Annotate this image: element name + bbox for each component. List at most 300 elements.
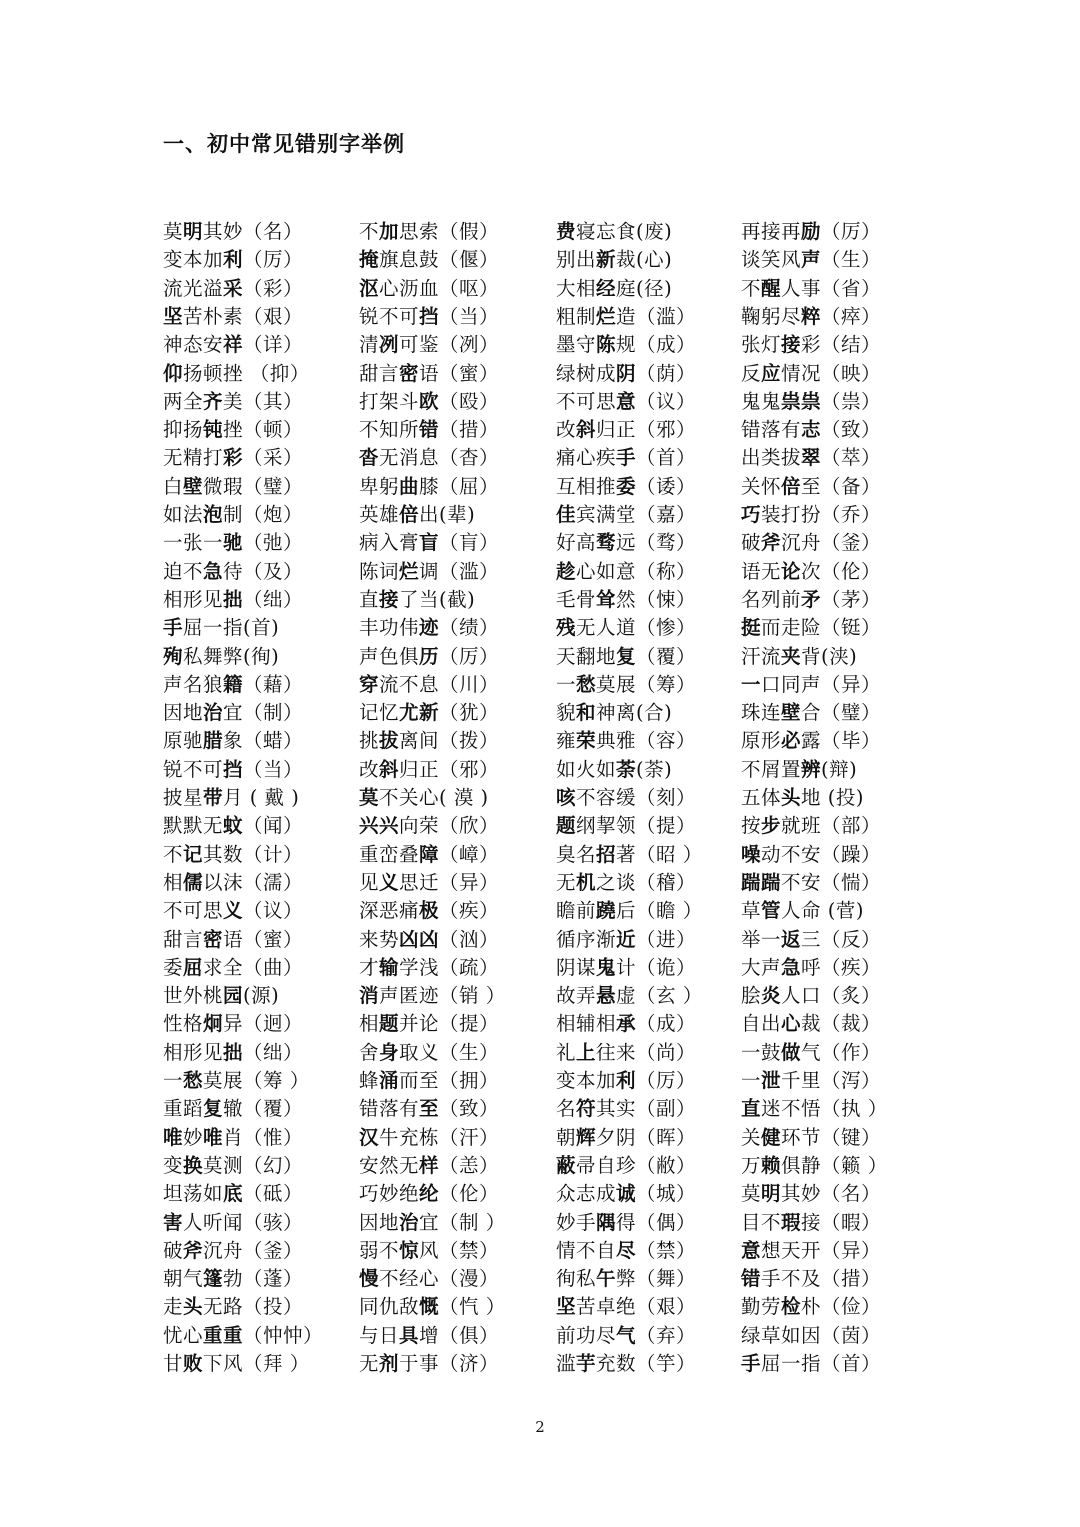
idiom-entry <box>163 614 279 642</box>
idiom-text: 接（暇） <box>801 1210 882 1234</box>
idiom-text: 私舞弊(徇) <box>183 644 280 668</box>
idiom-entry <box>359 699 499 727</box>
wrong-character: 健 <box>761 1125 782 1149</box>
idiom-text: 迷不悟（执 ） <box>761 1097 888 1121</box>
idiom-text: 陈词 <box>359 559 400 583</box>
wrong-character: 治 <box>399 1210 420 1234</box>
wrong-character: 做 <box>781 1040 802 1064</box>
idiom-entry <box>359 982 506 1010</box>
idiom-entry <box>556 699 672 727</box>
idiom-text: 屈一指(首) <box>183 616 280 640</box>
idiom-text: 错落有 <box>741 418 802 442</box>
wrong-character: 欧 <box>419 389 440 413</box>
idiom-entry <box>741 1265 881 1293</box>
idiom-text: 典雅（容） <box>596 729 697 753</box>
idiom-text: 相 <box>163 870 184 894</box>
wrong-character: 历 <box>419 644 440 668</box>
wrong-character: 辉 <box>576 1125 597 1149</box>
idiom-text: 以沫（濡） <box>203 870 304 894</box>
idiom-entry <box>163 1209 303 1237</box>
wrong-character: 祥 <box>223 333 244 357</box>
idiom-entry <box>163 1237 303 1265</box>
idiom-entry <box>359 869 499 897</box>
wrong-character: 挡 <box>419 304 440 328</box>
wrong-character: 接 <box>379 587 400 611</box>
idiom-text: 莫 <box>163 220 184 243</box>
wrong-character: 复 <box>203 1097 224 1121</box>
idiom-entry <box>556 473 696 501</box>
idiom-text: （嶂） <box>439 842 500 866</box>
idiom-text: 合（璧） <box>801 701 882 725</box>
idiom-entry <box>556 1350 696 1378</box>
idiom-row <box>163 671 923 699</box>
wrong-character: 输 <box>379 955 400 979</box>
wrong-character: 祟祟 <box>781 389 822 413</box>
idiom-text: 千里（泻） <box>781 1069 882 1092</box>
idiom-text: （闻） <box>243 814 304 838</box>
idiom-text: 病入膏 <box>359 531 420 555</box>
idiom-text: （汹） <box>439 927 500 951</box>
idiom-text: 珠连 <box>741 701 782 725</box>
idiom-text: 记忆 <box>359 701 400 725</box>
idiom-text: （议） <box>243 899 304 923</box>
wrong-character: 驰 <box>223 531 244 555</box>
idiom-text: 自出 <box>741 1012 782 1036</box>
idiom-text: 取义（生） <box>399 1040 500 1064</box>
idiom-entry <box>359 1039 499 1067</box>
wrong-character: 斜 <box>379 757 400 781</box>
wrong-character: 挺 <box>741 616 762 640</box>
wrong-character: 骛 <box>596 531 617 555</box>
idiom-text: 宾满堂（嘉） <box>576 503 697 526</box>
idiom-text: 白 <box>163 474 184 498</box>
idiom-text: 鞠躬尽 <box>741 304 802 328</box>
wrong-character: 应 <box>761 361 782 385</box>
idiom-entry <box>741 1180 881 1208</box>
idiom-text: 挫（顿） <box>223 418 304 442</box>
wrong-character: 踹踹 <box>741 870 782 894</box>
idiom-entry <box>741 473 881 501</box>
idiom-text: 前功尽 <box>556 1323 617 1347</box>
idiom-row <box>163 558 923 586</box>
idiom-text: 舍 <box>359 1040 380 1064</box>
idiom-text: 谈笑风 <box>741 248 802 272</box>
idiom-text: （藉） <box>243 672 304 696</box>
idiom-text: 神离(合) <box>596 701 673 725</box>
idiom-entry <box>556 1152 696 1180</box>
idiom-text: 粗制 <box>556 304 597 328</box>
idiom-text: 互相推 <box>556 474 617 498</box>
idiom-text: 蜂 <box>359 1069 380 1092</box>
idiom-entry <box>741 501 881 529</box>
idiom-entry <box>741 869 881 897</box>
idiom-text: 妙 <box>183 1125 204 1149</box>
idiom-text: （采） <box>243 446 304 470</box>
wrong-character: 炯 <box>203 1012 224 1036</box>
idiom-text: 思迁（异） <box>399 870 500 894</box>
idiom-text: 天翻地 <box>556 644 617 668</box>
idiom-text: （首） <box>636 446 697 470</box>
idiom-text: （厉） <box>439 644 500 668</box>
idiom-text: 弱不 <box>359 1238 400 1262</box>
idiom-entry <box>556 1209 696 1237</box>
idiom-entry <box>556 303 696 331</box>
idiom-entry <box>556 727 696 755</box>
idiom-text: 其妙（名） <box>203 220 304 243</box>
idiom-row <box>163 331 923 359</box>
wrong-character: 挡 <box>223 757 244 781</box>
idiom-entry <box>556 1180 696 1208</box>
idiom-text: 不 <box>359 220 380 243</box>
wrong-character: 至 <box>419 1097 440 1121</box>
idiom-text: 五体 <box>741 786 782 809</box>
idiom-entry <box>741 1322 881 1350</box>
idiom-entry <box>556 982 703 1010</box>
idiom-entry <box>163 1265 303 1293</box>
idiom-entry <box>741 841 881 869</box>
wrong-character: 和 <box>576 701 597 725</box>
idiom-entry <box>741 812 881 840</box>
idiom-entry <box>163 784 299 812</box>
idiom-text: 手不及（措） <box>761 1267 882 1291</box>
idiom-text: 气（作） <box>801 1040 882 1064</box>
idiom-text: 计（诡） <box>616 955 697 979</box>
idiom-text: 朴（俭） <box>801 1295 882 1319</box>
wrong-character: 带 <box>203 786 224 809</box>
idiom-text: 原驰 <box>163 729 204 753</box>
idiom-text: 苦卓绝（艰） <box>576 1295 697 1319</box>
idiom-text: 性格 <box>163 1012 204 1036</box>
idiom-entry <box>556 671 696 699</box>
idiom-entry <box>556 501 696 529</box>
idiom-entry <box>556 1039 696 1067</box>
idiom-entry <box>359 1095 499 1123</box>
idiom-text: 得（偶） <box>616 1210 697 1234</box>
idiom-text: 甜言 <box>359 361 400 385</box>
idiom-text: 膝（屈） <box>419 474 500 498</box>
idiom-entry <box>556 275 672 303</box>
idiom-text: 无 <box>359 1352 380 1375</box>
idiom-text: 心沥血（呕） <box>379 276 500 300</box>
idiom-text: 如火如 <box>556 757 617 781</box>
idiom-text: 坦荡如 <box>163 1182 224 1206</box>
idiom-entry <box>556 388 696 416</box>
wrong-character: 汉 <box>359 1125 380 1149</box>
idiom-text: 雍 <box>556 729 577 753</box>
wrong-character: 瑕 <box>781 1210 802 1234</box>
wrong-character: 午 <box>596 1267 617 1291</box>
idiom-row <box>163 897 923 925</box>
idiom-text: （城） <box>636 1182 697 1206</box>
wrong-character: 穿 <box>359 672 380 696</box>
idiom-entry <box>359 614 499 642</box>
idiom-text: （措） <box>439 418 500 442</box>
idiom-entry <box>359 416 499 444</box>
idiom-text: 安然无 <box>359 1153 420 1177</box>
wrong-character: 利 <box>223 248 244 272</box>
idiom-text: （当） <box>243 757 304 781</box>
idiom-text: 三（反） <box>801 927 882 951</box>
idiom-text: 地 (投) <box>801 786 864 809</box>
idiom-text: （殴） <box>439 389 500 413</box>
idiom-text: 举一 <box>741 927 782 951</box>
idiom-text: 深恶痛 <box>359 899 420 923</box>
idiom-text: 忧心 <box>163 1323 204 1347</box>
wrong-character: 密 <box>399 361 420 385</box>
idiom-text: 瞻前 <box>556 899 597 923</box>
idiom-row <box>163 1237 923 1265</box>
idiom-text: （疾） <box>439 899 500 923</box>
idiom-text: 循序渐 <box>556 927 617 951</box>
idiom-entry <box>163 671 303 699</box>
idiom-text: 往来（尚） <box>596 1040 697 1064</box>
idiom-text: 不屑置 <box>741 757 802 781</box>
idiom-entry <box>359 1152 499 1180</box>
idiom-text: 出类拔 <box>741 446 802 470</box>
idiom-text: 关 <box>741 1125 762 1149</box>
idiom-entry <box>163 1180 303 1208</box>
idiom-text: 然（悚） <box>616 587 697 611</box>
idiom-row <box>163 473 923 501</box>
wrong-character: 新 <box>596 248 617 272</box>
idiom-entry <box>359 1293 506 1321</box>
idiom-text: 走 <box>163 1295 184 1319</box>
idiom-entry <box>359 1322 499 1350</box>
idiom-text: 帚自珍（敝） <box>576 1153 697 1177</box>
wrong-character: 壁 <box>781 701 802 725</box>
wrong-character: 一 <box>741 672 762 696</box>
wrong-character: 迹 <box>419 616 440 640</box>
wrong-character: 噪 <box>741 842 762 866</box>
wrong-character: 极 <box>419 899 440 923</box>
idiom-entry <box>741 699 881 727</box>
idiom-text: 别出 <box>556 248 597 272</box>
idiom-entry <box>741 586 881 614</box>
idiom-text: 不 <box>163 842 184 866</box>
idiom-entry <box>741 331 881 359</box>
idiom-text: 无消息（杳） <box>379 446 500 470</box>
idiom-entry <box>163 1010 303 1038</box>
idiom-text: 声名狼 <box>163 672 224 696</box>
idiom-row <box>163 1208 923 1236</box>
idiom-entry <box>741 954 881 982</box>
idiom-text: 勤劳 <box>741 1295 782 1319</box>
wrong-character: 身 <box>379 1040 400 1064</box>
wrong-character: 烂 <box>399 559 420 583</box>
idiom-entry <box>741 1010 881 1038</box>
idiom-row <box>163 444 923 472</box>
wrong-character: 费 <box>556 220 577 243</box>
idiom-text: 庭(径) <box>616 276 673 300</box>
wrong-character: 返 <box>781 927 802 951</box>
idiom-text: 破 <box>163 1238 184 1262</box>
idiom-row <box>163 925 923 953</box>
idiom-text: 关怀 <box>741 474 782 498</box>
wrong-character: 芋 <box>576 1352 597 1375</box>
idiom-text: （禁） <box>636 1238 697 1262</box>
idiom-text: 勃（蓬） <box>223 1267 304 1291</box>
wrong-character: 错 <box>741 1267 762 1291</box>
idiom-entry <box>741 982 881 1010</box>
idiom-text: 锐不可 <box>359 304 420 328</box>
idiom-entry <box>163 473 303 501</box>
idiom-text: 而至（拥） <box>399 1069 500 1092</box>
wrong-character: 残 <box>556 616 577 640</box>
idiom-text: 披星 <box>163 786 204 809</box>
idiom-entry <box>359 388 499 416</box>
idiom-row <box>163 1322 923 1350</box>
wrong-character: 义 <box>379 870 400 894</box>
idiom-text: 名 <box>556 1097 577 1121</box>
idiom-entry <box>163 1322 323 1350</box>
wrong-character: 蔽 <box>556 1153 577 1177</box>
wrong-character: 斜 <box>576 418 597 442</box>
idiom-row <box>163 812 923 840</box>
idiom-entry <box>359 558 499 586</box>
idiom-entry <box>163 727 303 755</box>
wrong-character: 沤 <box>359 276 380 300</box>
idiom-text: 次（伦） <box>801 559 882 583</box>
idiom-text: （弛） <box>243 531 304 555</box>
wrong-character: 拙 <box>223 1040 244 1064</box>
idiom-entry <box>556 1010 696 1038</box>
wrong-character: 上 <box>576 1040 597 1064</box>
wrong-character: 手 <box>741 1352 762 1375</box>
idiom-text: （彩） <box>243 276 304 300</box>
wrong-character: 莫 <box>359 786 380 809</box>
wrong-character: 愁 <box>576 672 597 696</box>
idiom-text: （生） <box>821 248 882 272</box>
wrong-character: 齐 <box>203 389 224 413</box>
idiom-entry <box>163 982 279 1010</box>
idiom-text: (源) <box>243 984 280 1008</box>
idiom-entry <box>163 1067 310 1095</box>
idiom-text: 大相 <box>556 276 597 300</box>
idiom-entry <box>741 360 881 388</box>
idiom-text: 众志成 <box>556 1182 617 1206</box>
idiom-text: 变 <box>163 1153 184 1177</box>
idiom-entry <box>359 1237 499 1265</box>
idiom-entry <box>359 1124 499 1152</box>
wrong-character: 篷 <box>203 1267 224 1291</box>
idiom-text: 打架斗 <box>359 389 420 413</box>
wrong-character: 斧 <box>183 1238 204 1262</box>
idiom-entry <box>163 926 303 954</box>
idiom-text: 了当(截) <box>399 587 476 611</box>
idiom-text: 流光溢 <box>163 276 224 300</box>
wrong-character: 咳 <box>556 786 577 809</box>
idiom-entry <box>556 643 696 671</box>
idiom-text: 神态安 <box>163 333 224 357</box>
wrong-character: 惊 <box>399 1238 420 1262</box>
idiom-text: 宜（制） <box>223 701 304 725</box>
wrong-character: 耸 <box>596 587 617 611</box>
wrong-character: 励 <box>801 220 822 243</box>
idiom-text: 归正（邪） <box>399 757 500 781</box>
idiom-text: 屈一指（首） <box>761 1352 882 1375</box>
wrong-character: 拙 <box>223 587 244 611</box>
idiom-text: 离间（拨） <box>399 729 500 753</box>
idiom-text: 就班（部） <box>781 814 882 838</box>
idiom-text: 出(辈) <box>419 503 476 526</box>
idiom-text: （成） <box>636 1012 697 1036</box>
wrong-character: 慢 <box>359 1267 380 1291</box>
wrong-character: 头 <box>781 786 802 809</box>
idiom-entry <box>741 897 864 925</box>
wrong-character: 近 <box>616 927 637 951</box>
idiom-entry <box>556 614 696 642</box>
idiom-text: 迫不 <box>163 559 204 583</box>
idiom-text: 背(浃) <box>801 644 858 668</box>
idiom-text: （砥） <box>243 1182 304 1206</box>
idiom-entry <box>741 218 881 246</box>
idiom-text: 莫展（筹 ） <box>203 1069 310 1092</box>
idiom-text: 相辅相 <box>556 1012 617 1036</box>
idiom-text: 徇私 <box>556 1267 597 1291</box>
wrong-character: 唯 <box>203 1125 224 1149</box>
idiom-text: 莫展（筹） <box>596 672 697 696</box>
idiom-entry <box>359 756 499 784</box>
idiom-text: （忡忡） <box>243 1323 324 1347</box>
idiom-entry <box>359 1067 499 1095</box>
idiom-entry <box>556 897 703 925</box>
idiom-text: 微瑕（璧） <box>203 474 304 498</box>
idiom-entry <box>359 473 499 501</box>
idiom-text: 其实（副） <box>596 1097 697 1121</box>
idiom-text: 心如意（称） <box>576 559 697 583</box>
idiom-entry <box>741 1293 881 1321</box>
idiom-entry <box>359 1010 499 1038</box>
idiom-entry <box>741 1152 888 1180</box>
idiom-text: 流不息（川） <box>379 672 500 696</box>
wrong-character: 烂 <box>596 304 617 328</box>
wrong-character: 剂 <box>379 1352 400 1375</box>
idiom-entry <box>556 1322 696 1350</box>
idiom-text: 抑扬 <box>163 418 204 442</box>
wrong-character: 换 <box>183 1153 204 1177</box>
wrong-character: 籍 <box>223 672 244 696</box>
idiom-entry <box>163 699 303 727</box>
idiom-entry <box>359 926 499 954</box>
wrong-character: 样 <box>419 1153 440 1177</box>
idiom-text: 学浅（疏） <box>399 955 500 979</box>
idiom-text: 风（禁） <box>419 1238 500 1262</box>
idiom-text: 重峦叠 <box>359 842 420 866</box>
idiom-text: 不经心（漫） <box>379 1267 500 1291</box>
idiom-text: 环节（键） <box>781 1125 882 1149</box>
idiom-text: 一张一 <box>163 531 224 555</box>
idiom-entry <box>163 388 303 416</box>
idiom-text: 痛心疾 <box>556 446 617 470</box>
idiom-entry <box>741 1067 881 1095</box>
idiom-text: 草 <box>741 899 762 923</box>
idiom-text: 之谈（稽） <box>596 870 697 894</box>
idiom-text: 象（蜡） <box>223 729 304 753</box>
wrong-character: 曲 <box>399 474 420 498</box>
wrong-character: 腊 <box>203 729 224 753</box>
wrong-character: 倍 <box>399 503 420 526</box>
wrong-character: 必 <box>781 729 802 753</box>
idiom-text: 不可思 <box>163 899 224 923</box>
idiom-entry <box>359 501 475 529</box>
idiom-entry <box>163 1124 303 1152</box>
idiom-text: （茅） <box>821 587 882 611</box>
idiom-row <box>163 1350 923 1378</box>
idiom-row <box>163 614 923 642</box>
idiom-text: 人事（省） <box>781 276 882 300</box>
idiom-entry <box>359 303 499 331</box>
wrong-character: 意 <box>741 1238 762 1262</box>
